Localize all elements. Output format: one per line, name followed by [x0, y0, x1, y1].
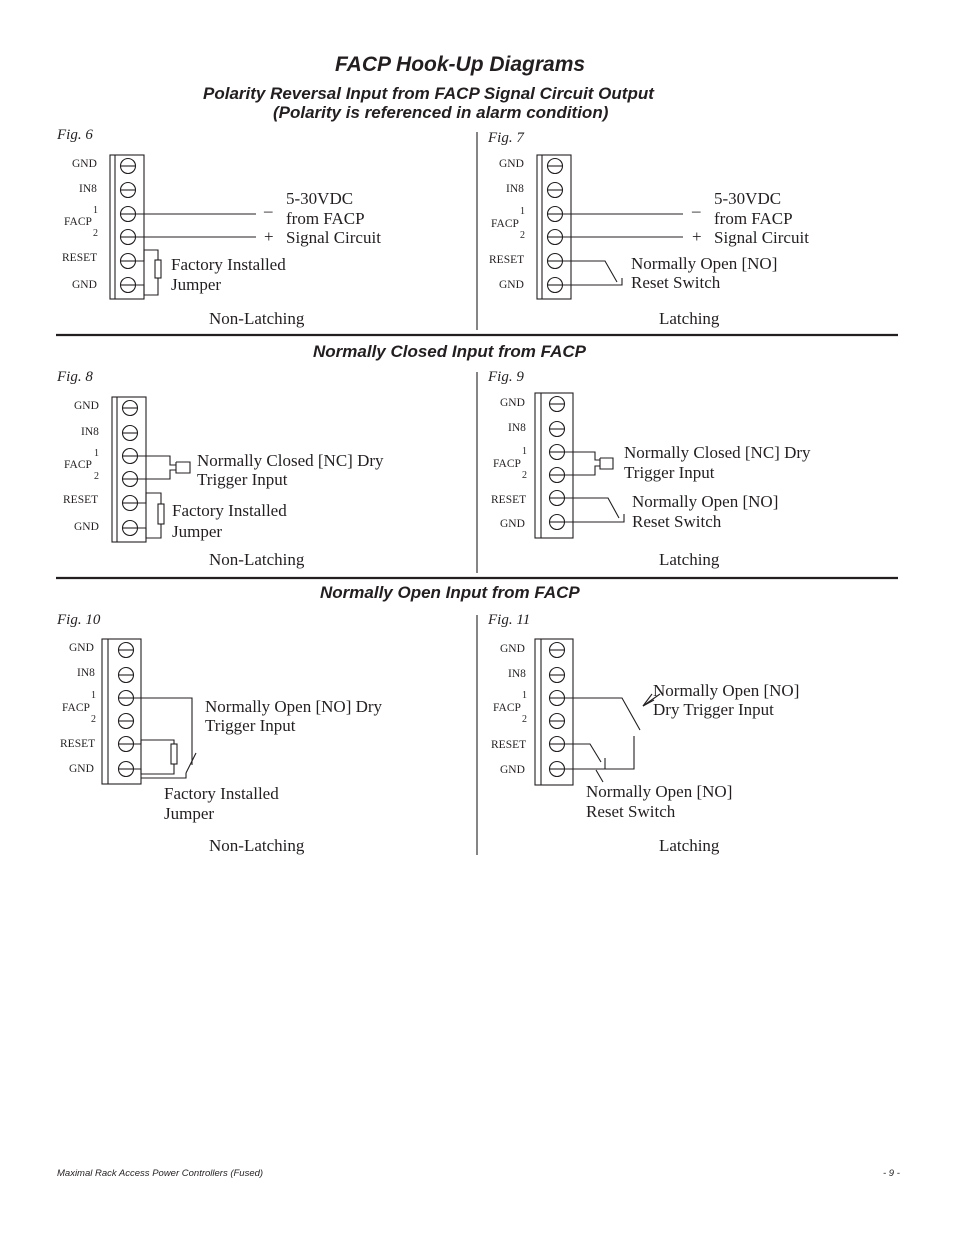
fig10-reset-label: RESET [60, 738, 96, 750]
fig8-in8-label: IN8 [81, 426, 99, 438]
fig8-trigger-line1: Normally Closed [NC] Dry [197, 451, 384, 470]
fig8-reset-label: RESET [63, 494, 99, 506]
fig10-in8-label: IN8 [77, 667, 95, 679]
fig6-in8-label: IN8 [79, 183, 97, 195]
fig11-reset-line1: Normally Open [NO] [586, 782, 733, 801]
fig7-gnd-label: GND [499, 158, 524, 170]
fig9-one-label: 1 [522, 446, 527, 457]
fig9-wiring [557, 452, 624, 522]
fig11-facp-label: FACP [493, 702, 521, 714]
fig6-terminal-block [110, 155, 144, 299]
fig9-gnd-label: GND [500, 397, 525, 409]
fig7-minus-sign: – [692, 201, 701, 220]
fig8-gnd2-label: GND [74, 521, 99, 533]
fig9-in8-label: IN8 [508, 422, 526, 434]
fig11-label: Fig. 11 [488, 612, 531, 628]
fig8-one-label: 1 [94, 448, 99, 459]
fig7-terminal-block [537, 155, 571, 299]
fig10-facp-label: FACP [62, 702, 90, 714]
fig8-mode: Non-Latching [209, 550, 305, 569]
fig9-facp-label: FACP [493, 458, 521, 470]
fig7-two-label: 2 [520, 230, 525, 241]
fig7-in8-label: IN8 [506, 183, 524, 195]
fig8-facp-label: FACP [64, 459, 92, 471]
fig11-two-label: 2 [522, 714, 527, 725]
fig10-terminal-block [102, 639, 141, 784]
fig9-trigger-line1: Normally Closed [NC] Dry [624, 443, 811, 462]
fig9-terminal-block [535, 393, 573, 538]
fig9-reset-line1: Normally Open [NO] [632, 492, 779, 511]
fig9-reset-line2: Reset Switch [632, 512, 722, 531]
fig6-label: Fig. 6 [57, 127, 93, 143]
fig8-jumper-line1: Factory Installed [172, 501, 287, 520]
fig7-reset-line2: Reset Switch [631, 273, 721, 292]
fig8-trigger-line2: Trigger Input [197, 470, 288, 489]
fig10-trigger-line2: Trigger Input [205, 716, 296, 735]
fig11-gnd2-label: GND [500, 764, 525, 776]
fig10-jumper-line2: Jumper [164, 804, 215, 823]
fig6-plus-sign: + [264, 227, 274, 246]
footer-title: Maximal Rack Access Power Controllers (Fused) [57, 1168, 264, 1179]
fig11-trigger-line2: Dry Trigger Input [653, 700, 774, 719]
fig10-label: Fig. 10 [57, 612, 101, 628]
fig8-terminal-block [112, 397, 146, 542]
fig6-jumper-line2: Jumper [171, 275, 222, 294]
fig10-gnd2-label: GND [69, 763, 94, 775]
section1-heading-line1: Polarity Reversal Input from FACP Signal Circuit Output [203, 84, 654, 103]
fig9-two-label: 2 [522, 470, 527, 481]
fig11-gnd-label: GND [500, 643, 525, 655]
footer-page-number: - 9 - [883, 1168, 900, 1179]
fig7-reset-label: RESET [489, 254, 525, 266]
fig7-source-line2: from FACP [714, 209, 793, 228]
fig7-facp-label: FACP [491, 218, 519, 230]
section2-heading: Normally Closed Input from FACP [313, 342, 586, 361]
fig6-jumper-line1: Factory Installed [171, 255, 286, 274]
fig10-wiring [126, 698, 196, 778]
fig11-reset-pointer [596, 770, 603, 782]
fig10-gnd-label: GND [69, 642, 94, 654]
fig9-reset-label: RESET [491, 494, 527, 506]
fig7-label: Fig. 7 [488, 130, 524, 146]
page-title: FACP Hook-Up Diagrams [335, 53, 586, 76]
fig6-source-line1: 5-30VDC [286, 189, 354, 208]
section1-heading-line2: (Polarity is referenced in alarm condition) [273, 103, 609, 122]
fig11-reset-line2: Reset Switch [586, 802, 676, 821]
fig11-one-label: 1 [522, 690, 527, 701]
fig10-trigger-line1: Normally Open [NO] Dry [205, 697, 383, 716]
fig6-source-line2: from FACP [286, 209, 365, 228]
fig7-source-line3: Signal Circuit [714, 228, 809, 247]
fig10-one-label: 1 [91, 690, 96, 701]
fig7-mode: Latching [659, 309, 720, 328]
fig10-jumper-line1: Factory Installed [164, 784, 279, 803]
fig11-in8-label: IN8 [508, 668, 526, 680]
fig7-reset-line1: Normally Open [NO] [631, 254, 778, 273]
fig6-one-label: 1 [93, 205, 98, 216]
fig6-source-line3: Signal Circuit [286, 228, 381, 247]
fig9-label: Fig. 9 [488, 369, 524, 385]
fig11-reset-label: RESET [491, 739, 527, 751]
fig11-trigger-line1: Normally Open [NO] [653, 681, 800, 700]
fig6-two-label: 2 [93, 228, 98, 239]
fig6-gnd2-label: GND [72, 279, 97, 291]
fig6-minus-sign: – [264, 201, 273, 220]
fig10-two-label: 2 [91, 714, 96, 725]
fig8-label: Fig. 8 [57, 369, 93, 385]
fig11-mode: Latching [659, 836, 720, 855]
fig6-reset-label: RESET [62, 252, 98, 264]
section3-heading: Normally Open Input from FACP [320, 583, 580, 602]
fig8-two-label: 2 [94, 471, 99, 482]
fig6-facp-label: FACP [64, 216, 92, 228]
fig9-trigger-line2: Trigger Input [624, 463, 715, 482]
fig7-gnd2-label: GND [499, 279, 524, 291]
fig9-gnd2-label: GND [500, 518, 525, 530]
fig8-gnd-label: GND [74, 400, 99, 412]
fig7-one-label: 1 [520, 206, 525, 217]
fig7-plus-sign: + [692, 227, 702, 246]
fig10-mode: Non-Latching [209, 836, 305, 855]
fig6-mode: Non-Latching [209, 309, 305, 328]
fig9-mode: Latching [659, 550, 720, 569]
fig6-gnd-label: GND [72, 158, 97, 170]
fig11-terminal-block [535, 639, 573, 785]
fig7-source-line1: 5-30VDC [714, 189, 782, 208]
fig8-jumper-line2: Jumper [172, 522, 223, 541]
